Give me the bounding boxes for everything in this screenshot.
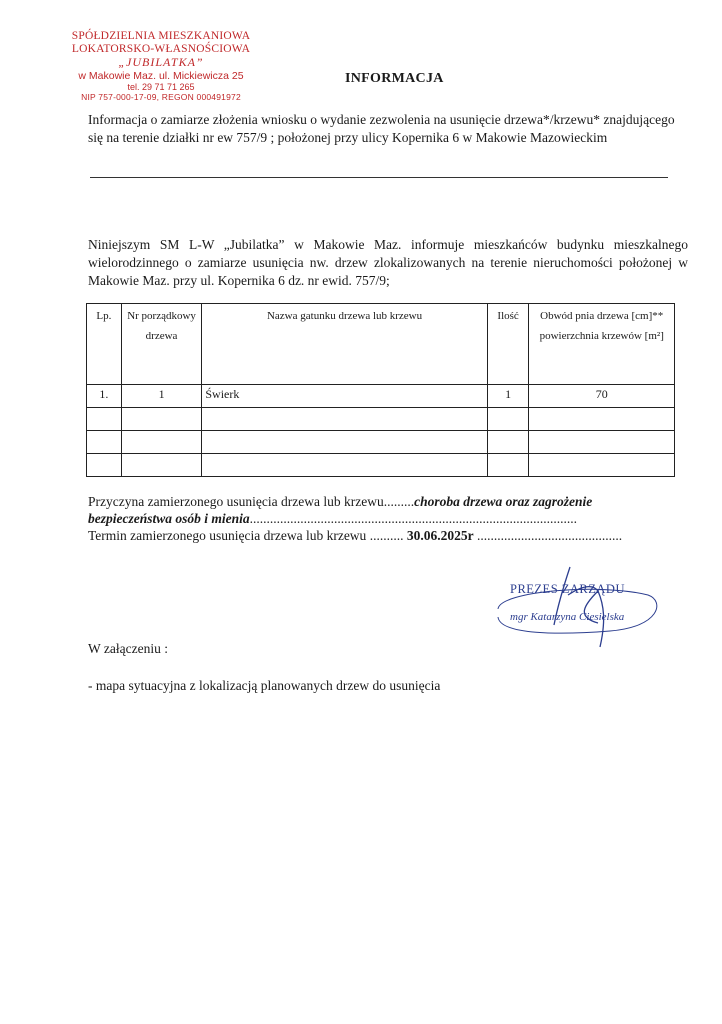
cell-name xyxy=(202,454,487,477)
cell-name xyxy=(202,408,487,431)
cell-qty: 1 xyxy=(487,385,529,408)
cell-girth: 70 xyxy=(529,385,675,408)
deadline-value: 30.06.2025r xyxy=(406,528,474,543)
signature-name: mgr Katarzyna Ciesielska xyxy=(510,611,625,623)
reason-line-2: bezpieczeństwa osób i mienia................................................................................................. xyxy=(88,511,577,526)
cell-nr xyxy=(121,431,202,454)
cell-lp xyxy=(87,408,122,431)
cell-girth xyxy=(529,454,675,477)
column-header-lp: Lp. xyxy=(87,304,122,385)
organization-stamp xyxy=(56,30,266,102)
cell-lp xyxy=(87,454,122,477)
cell-girth xyxy=(529,408,675,431)
stamp-line: SPÓŁDZIELNIA MIESZKANIOWA xyxy=(71,30,251,42)
signature-stamp xyxy=(480,565,670,655)
intro-paragraph: Informacja o zamiarze złożenia wniosku o wydanie zezwolenia na usunięcie drzewa*/krzewu* znajdującego się na terenie działki nr ew 757/9 ; położonej przy ulicy Kopernika 6 w Makowie Mazowieckim xyxy=(88,112,675,145)
stamp-line: w Makowie Maz. ul. Mickiewicza 25 xyxy=(78,70,244,83)
stamp-line: LOKATORSKO-WŁASNOŚCIOWA xyxy=(71,43,251,56)
trees-table xyxy=(86,303,675,477)
cell-nr: 1 xyxy=(121,385,202,408)
attachment-item: - mapa sytuacyjna z lokalizacją planowanych drzew do usunięcia xyxy=(88,678,441,693)
column-header-name: Nazwa gatunku drzewa lub krzewu xyxy=(202,304,487,385)
cell-lp xyxy=(87,431,122,454)
cell-lp: 1. xyxy=(87,385,122,408)
cell-girth xyxy=(529,431,675,454)
cell-name: Świerk xyxy=(202,385,487,408)
table-row xyxy=(87,431,675,454)
stamp-line: NIP 757-000-17-09, REGON 000491972 xyxy=(81,91,241,102)
deadline-line: Termin zamierzonego usunięcia drzewa lub krzewu .......... 30.06.2025r ........................................... xyxy=(88,528,623,543)
cell-qty xyxy=(487,431,529,454)
column-header-qty: Ilość xyxy=(487,304,529,385)
reason-label: Przyczyna zamierzonego usunięcia drzewa lub krzewu xyxy=(88,494,384,509)
reason-section xyxy=(88,493,678,544)
column-header-nr: Nr porządkowy drzewa xyxy=(121,304,202,385)
table-header-row xyxy=(87,304,675,385)
reason-value-1: choroba drzewa oraz zagrożenie xyxy=(414,494,593,509)
cell-name xyxy=(202,431,487,454)
stamp-line: „JUBILATKA” xyxy=(118,55,204,70)
cell-qty xyxy=(487,454,529,477)
reason-line-1: Przyczyna zamierzonego usunięcia drzewa lub krzewu.........choroba drzewa oraz zagrożenie xyxy=(88,494,593,509)
deadline-label: Termin zamierzonego usunięcia drzewa lub krzewu xyxy=(88,528,367,543)
table-row xyxy=(87,454,675,477)
table-row xyxy=(87,408,675,431)
reason-value-2: bezpieczeństwa osób i mienia xyxy=(88,511,250,526)
cell-nr xyxy=(121,454,202,477)
divider xyxy=(90,177,668,178)
page-title: INFORMACJA xyxy=(345,71,444,86)
signature-title: PREZES ZARZĄDU xyxy=(510,582,625,596)
signature-ellipse-icon xyxy=(480,565,670,655)
cell-qty xyxy=(487,408,529,431)
stamp-line: tel. 29 71 71 265 xyxy=(127,82,195,93)
attachments-label: W załączeniu : xyxy=(88,641,168,656)
notice-paragraph: Niniejszym SM L-W „Jubilatka” w Makowie Maz. informuje mieszkańców budynku mieszkalnego wielorodzinnego o zamiarze usunięcia nw. drzew zlokalizowanych na terenie nieruchomości położonej w Makowie Maz. przy ul. Kopernika 6 dz. nr ewid. 757/9; xyxy=(88,237,688,288)
column-header-girth: Obwód pnia drzewa [cm]** powierzchnia krzewów [m²] xyxy=(529,304,675,385)
table-row xyxy=(87,385,675,408)
cell-nr xyxy=(121,408,202,431)
